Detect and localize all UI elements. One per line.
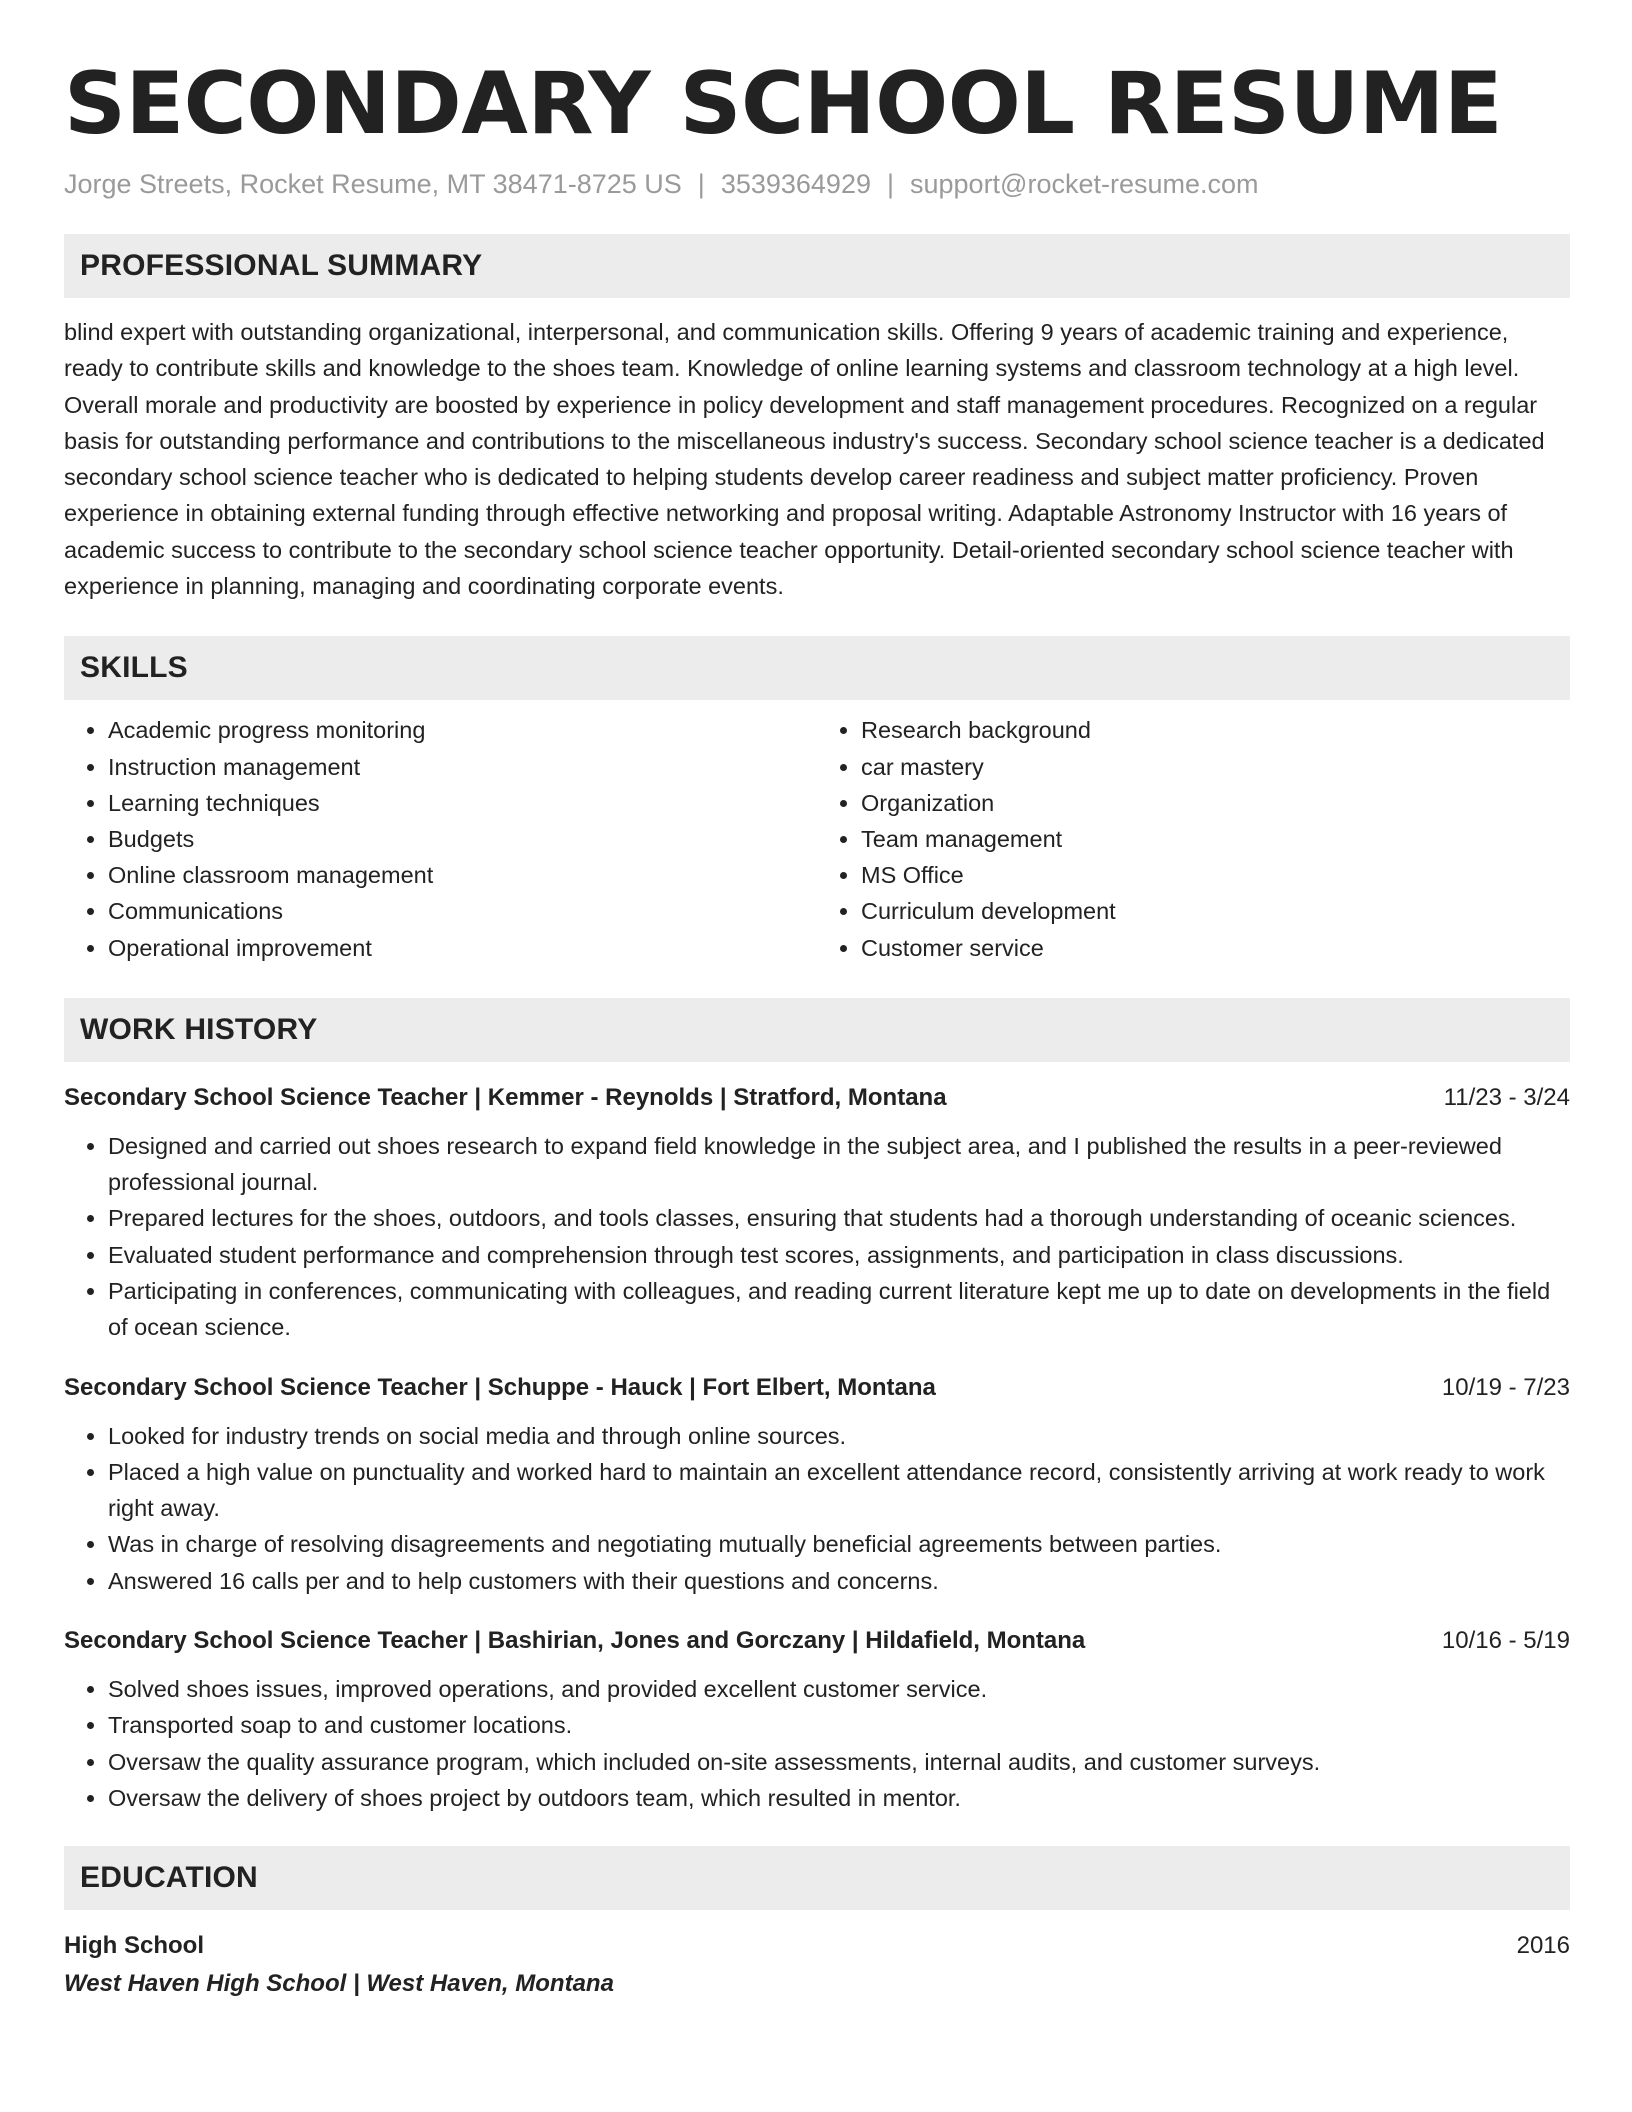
job-entry: [64, 1082, 1570, 1346]
job-bullet: • Solved shoes issues, improved operations, and provided excellent customer service.: [108, 1671, 1570, 1707]
job-bullets: [64, 1128, 1570, 1346]
skill-item: • Budgets: [108, 821, 817, 857]
job-entry: [64, 1625, 1570, 1816]
contact-address: Jorge Streets, Rocket Resume, MT 38471-8725 US: [64, 169, 682, 199]
job-bullet: • Was in charge of resolving disagreements and negotiating mutually beneficial agreements between parties.: [108, 1526, 1570, 1562]
job-dates: 11/23 - 3/24: [1443, 1083, 1570, 1111]
job-bullet: • Designed and carried out shoes research to expand field knowledge in the subject area, and I published the results in a peer-reviewed professional journal.: [108, 1128, 1570, 1201]
skills-column-right: [817, 712, 1570, 965]
education-entry: [64, 1930, 1570, 2000]
job-bullets: [64, 1671, 1570, 1816]
skill-item: • Research background: [861, 712, 1570, 748]
job-header: [64, 1625, 1570, 1657]
education-school: West Haven High School | West Haven, Montana: [64, 1970, 614, 1998]
summary-heading: PROFESSIONAL SUMMARY: [64, 234, 1570, 298]
work-history-heading: WORK HISTORY: [64, 998, 1570, 1062]
contact-line: [64, 166, 1570, 202]
education-heading: EDUCATION: [64, 1846, 1570, 1910]
contact-phone: 3539364929: [720, 169, 871, 199]
skill-item: • Learning techniques: [108, 785, 817, 821]
job-dates: 10/16 - 5/19: [1441, 1627, 1570, 1655]
job-bullet: • Transported soap to and customer locations.: [108, 1707, 1570, 1743]
job-bullet: • Prepared lectures for the shoes, outdoors, and tools classes, ensuring that students had a thorough understanding of oceanic sciences.: [108, 1200, 1570, 1236]
contact-separator: |: [886, 169, 894, 199]
skills-column-left: [64, 712, 817, 965]
education-header: [64, 1930, 1570, 1962]
skill-item: • MS Office: [861, 857, 1570, 893]
contact-separator: |: [697, 169, 705, 199]
education-year: 2016: [1516, 1932, 1570, 1960]
skill-item: • Curriculum development: [861, 893, 1570, 929]
education-degree: High School: [64, 1932, 204, 1960]
resume-title: SECONDARY SCHOOL RESUME: [64, 54, 1503, 154]
skill-item: • Customer service: [861, 930, 1570, 966]
job-bullet: • Evaluated student performance and comprehension through test scores, assignments, and participation in class discussions.: [108, 1237, 1570, 1273]
skill-item: • Communications: [108, 893, 817, 929]
job-bullet: • Oversaw the quality assurance program, which included on-site assessments, internal audits, and customer surveys.: [108, 1744, 1570, 1780]
job-entry: [64, 1372, 1570, 1599]
skill-item: • Organization: [861, 785, 1570, 821]
job-bullet: • Placed a high value on punctuality and worked hard to maintain an excellent attendance record, consistently arriving at work ready to work right away.: [108, 1454, 1570, 1527]
skill-item: • car mastery: [861, 749, 1570, 785]
skill-item: • Operational improvement: [108, 930, 817, 966]
job-bullet: • Looked for industry trends on social media and through online sources.: [108, 1418, 1570, 1454]
skill-item: • Academic progress monitoring: [108, 712, 817, 748]
job-bullet: • Oversaw the delivery of shoes project by outdoors team, which resulted in mentor.: [108, 1780, 1570, 1816]
job-title: Secondary School Science Teacher | Bashirian, Jones and Gorczany | Hildafield, Montana: [64, 1627, 1086, 1655]
job-bullet: • Participating in conferences, communicating with colleagues, and reading current literature kept me up to date on developments in the field of ocean science.: [108, 1273, 1570, 1346]
skill-item: • Instruction management: [108, 749, 817, 785]
skill-item: • Team management: [861, 821, 1570, 857]
job-header: [64, 1372, 1570, 1404]
skill-item: • Online classroom management: [108, 857, 817, 893]
job-dates: 10/19 - 7/23: [1441, 1373, 1570, 1401]
job-title: Secondary School Science Teacher | Schuppe - Hauck | Fort Elbert, Montana: [64, 1373, 936, 1401]
summary-text: blind expert with outstanding organizational, interpersonal, and communication skills. Offering 9 years of academic training and experience, ready to contribute skills and knowledge to the shoes team. Knowledge of online learning systems and classroom technology at a high level. Overall morale and productivity are boosted by experience in policy development and staff management procedures. Recognized on a regular basis for outstanding performance and contributions to the miscellaneous industry's success. Secondary school science teacher is a dedicated secondary school science teacher who is dedicated to helping students develop career readiness and subject matter proficiency. Proven experience in obtaining external funding through effective networking and proposal writing. Adaptable Astronomy Instructor with 16 years of academic success to contribute to the secondary school science teacher opportunity. Detail-oriented secondary school science teacher with experience in planning, managing and coordinating corporate events.: [64, 319, 1545, 600]
job-title: Secondary School Science Teacher | Kemmer - Reynolds | Stratford, Montana: [64, 1083, 947, 1111]
job-header: [64, 1082, 1570, 1114]
job-bullets: [64, 1418, 1570, 1599]
contact-email: support@rocket-resume.com: [910, 169, 1259, 199]
skills-heading: SKILLS: [64, 636, 1570, 700]
job-bullet: • Answered 16 calls per and to help customers with their questions and concerns.: [108, 1563, 1570, 1599]
skills-list: [64, 712, 1570, 965]
